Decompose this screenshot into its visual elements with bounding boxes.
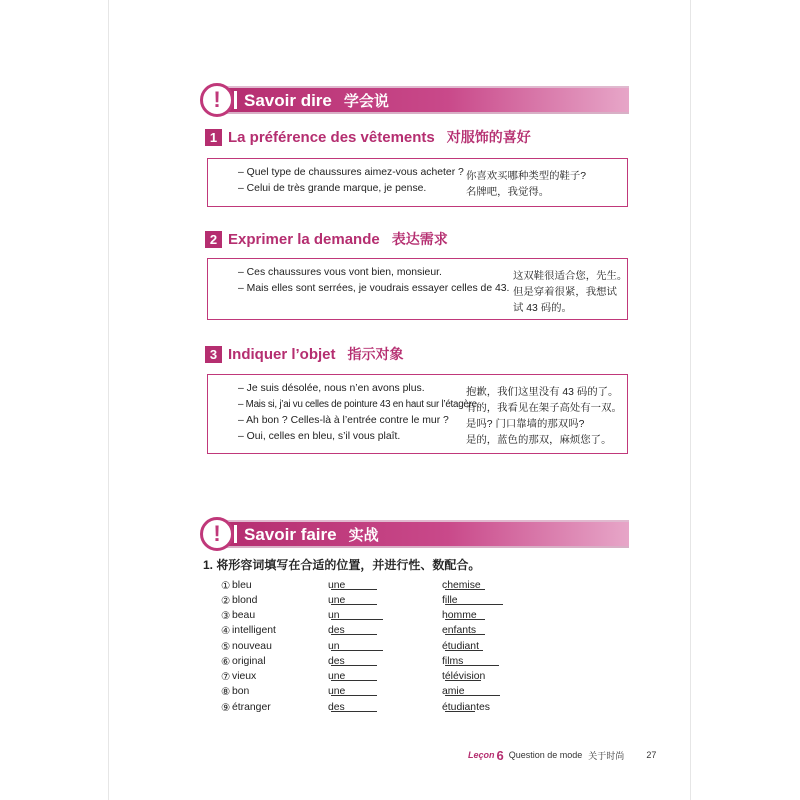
footer-title: Question de mode [508,750,583,760]
footer-lecon: Leçon [468,750,495,760]
subsection-number: 3 [205,346,222,363]
exercise-row [221,641,541,656]
fill-blank[interactable] [331,702,377,712]
item-number: ③ [221,611,231,622]
fill-blank[interactable] [331,686,377,696]
subsection-1-heading [205,127,531,147]
banner-title-zh: 实战 [348,527,379,544]
banner-title-fr: Savoir dire [244,91,332,110]
noun: films [442,656,464,667]
fill-blank[interactable] [445,702,475,712]
savoir-faire-banner [200,517,629,551]
item-number: ⑤ [221,642,231,653]
exercise-row [221,580,541,595]
subsection-2-heading [205,229,448,249]
adjective: nouveau [232,641,272,652]
dialogue-line-zh: 有的，我看见在架子高处有一双。 [466,403,622,414]
noun: fille [442,595,458,606]
article: une [328,580,346,591]
adjective: étranger [232,702,271,713]
banner-title-fr: Savoir faire [244,525,337,544]
banner-title [244,524,379,545]
article: une [328,686,346,697]
banner-title-zh: 学会说 [343,93,389,110]
adjective: beau [232,610,256,621]
adjective: vieux [232,671,257,682]
exercise-instruction: 1. 将形容词填写在合适的位置，并进行性、数配合。 [203,558,481,572]
fill-blank[interactable] [445,671,481,681]
fill-blank[interactable] [331,595,377,605]
dialogue-line-fr: – Celui de très grande marque, je pense. [238,183,427,194]
footer-lesson-number: 6 [496,747,504,763]
dialogue-line-zh: 你喜欢买哪种类型的鞋子? [466,171,587,182]
item-number: ④ [221,626,231,637]
adjective: bon [232,686,250,697]
subsection-number: 1 [205,129,222,146]
article: une [328,671,346,682]
dialogue-box-1 [207,158,628,207]
page-number: 27 [646,750,657,760]
fill-blank[interactable] [445,610,485,620]
savoir-dire-banner [200,83,629,117]
subsection-title-zh: 表达需求 [391,231,448,247]
exercise-row [221,686,541,701]
article: une [328,595,346,606]
exercise-row [221,656,541,671]
dialogue-line-fr: – Mais elles sont serrées, je voudrais essayer celles de 43. [238,283,510,294]
footer-title-zh: 关于时尚 [588,750,625,761]
article: des [328,656,345,667]
article: un [328,641,340,652]
fill-blank[interactable] [331,610,383,620]
exercise-row [221,595,541,610]
noun: étudiant [442,641,479,652]
noun: homme [442,610,477,621]
adjective: original [232,656,266,667]
exercise-row [221,671,541,686]
subsection-title: La préférence des vêtements [228,128,435,146]
dialogue-line-zh: 抱歉，我们这里没有 43 码的了。 [466,387,619,398]
dialogue-line-fr: – Oui, celles en bleu, s’il vous plaît. [238,431,401,442]
dialogue-box-2 [207,258,628,320]
item-number: ⑧ [221,687,231,698]
fill-blank[interactable] [445,686,500,696]
exercise-row [221,625,541,640]
banner-title [244,90,389,111]
dialogue-box-3 [207,374,628,454]
article: des [328,625,345,636]
article: des [328,702,345,713]
item-number: ① [221,581,231,592]
fill-blank[interactable] [445,641,483,651]
subsection-title-zh: 指示对象 [347,346,404,362]
adjective: blond [232,595,258,606]
dialogue-line-fr: – Quel type de chaussures aimez-vous acheter ? [238,167,464,178]
fill-blank[interactable] [445,580,485,590]
item-number: ⑥ [221,657,231,668]
fill-blank[interactable] [331,625,377,635]
adjective: bleu [232,580,252,591]
exclamation-icon: ! [200,83,234,117]
noun: amie [442,686,465,697]
dialogue-line-zh: 是的，蓝色的那双，麻烦您了。 [466,435,612,446]
noun: enfants [442,625,477,636]
fill-blank[interactable] [331,641,383,651]
subsection-number: 2 [205,231,222,248]
fill-blank[interactable] [331,671,377,681]
item-number: ⑦ [221,672,231,683]
article: un [328,610,340,621]
dialogue-line-fr: – Je suis désolée, nous n’en avons plus. [238,383,425,394]
fill-blank[interactable] [331,580,377,590]
exclamation-icon: ! [200,517,234,551]
exercise-row [221,702,541,717]
exercise-row [221,610,541,625]
noun: télévision [442,671,486,682]
adjective: intelligent [232,625,276,636]
dialogue-line-fr: – Mais si, j’ai vu celles de pointure 43 en haut sur l’étagère. [238,399,480,410]
dialogue-line-zh: 但是穿着很紧，我想试 [513,287,617,298]
item-number: ② [221,596,231,607]
page-footer [468,747,656,763]
dialogue-line-fr: – Ah bon ? Celles-là à l’entrée contre le mur ? [238,415,449,426]
subsection-title: Exprimer la demande [228,230,380,248]
subsection-3-heading [205,344,404,364]
dialogue-line-zh: 名牌吧，我觉得。 [466,187,550,198]
fill-blank[interactable] [331,656,377,666]
dialogue-line-zh: 这双鞋很适合您，先生。 [513,271,628,282]
item-number: ⑨ [221,703,231,714]
dialogue-line-zh: 是吗? 门口靠墙的那双吗? [466,419,585,430]
noun: chemise [442,580,481,591]
fill-blank[interactable] [445,656,499,666]
dialogue-line-fr: – Ces chaussures vous vont bien, monsieur. [238,267,442,278]
noun: étudiantes [442,702,490,713]
dialogue-line-zh: 试 43 码的。 [513,303,572,314]
subsection-title: Indiquer l’objet [228,345,336,363]
fill-blank[interactable] [445,595,503,605]
subsection-title-zh: 对服饰的喜好 [446,129,531,145]
fill-blank[interactable] [445,625,485,635]
